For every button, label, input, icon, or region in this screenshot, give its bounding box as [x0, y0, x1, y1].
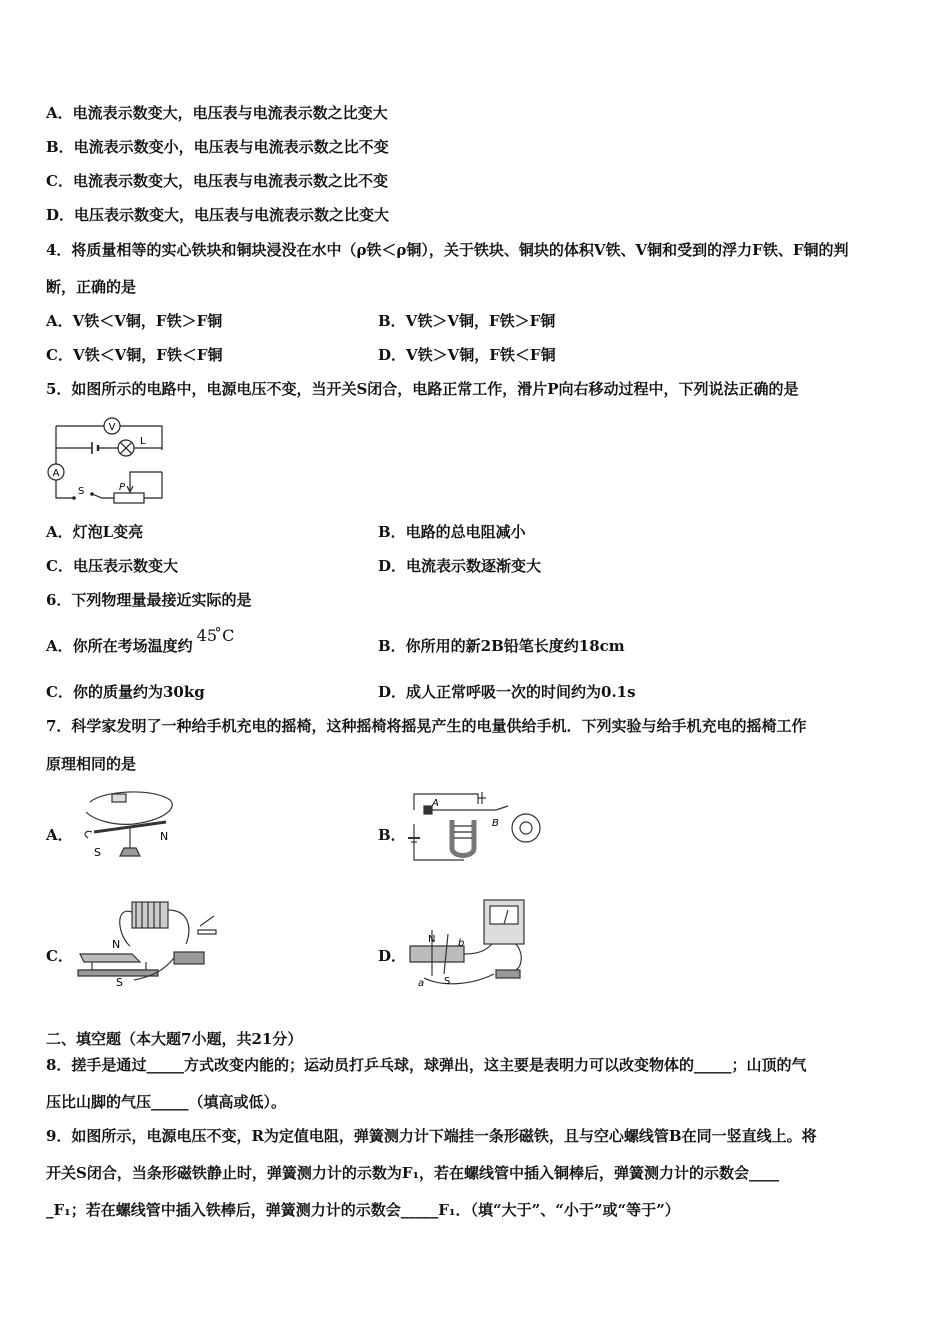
q7-figure-d-generator [404, 894, 534, 990]
q5-lamp-label: L [140, 436, 146, 447]
section-2-heading: 二、填空题（本大题7小题，共21分） [46, 1030, 303, 1048]
q9-line2: 开关S闭合，当条形磁铁静止时，弹簧测力计的示数为F₁，若在螺线管中插入铜棒后，弹簧测力计的示数会____ [46, 1164, 780, 1182]
q4-option-b: B．V铁＞V铜，F铁＞F铜 [378, 312, 556, 330]
q7-c-n-label: N [112, 938, 121, 951]
q4-option-a: A．V铁＜V铜，F铁＞F铜 [46, 312, 223, 330]
q8-line2: 压比山脚的气压_____（填高或低）。 [46, 1093, 287, 1111]
q7-b-b-label: B [492, 818, 499, 829]
q7-stem-line2: 原理相同的是 [46, 755, 137, 773]
q3-option-b: B．电流表示数变小，电压表与电流表示数之比不变 [46, 138, 389, 156]
q3-option-c: C．电流表示数变大，电压表与电流表示数之比不变 [46, 172, 388, 190]
q5-circuit-diagram [44, 412, 174, 504]
q8-line1: 8．搓手是通过_____方式改变内能的；运动员打乒乓球，球弹出，这主要是表明力可以改变物体的_____；山顶的气 [46, 1056, 807, 1074]
q7-a-n-label: N [160, 830, 169, 843]
q6-option-b: B．你所用的新2B铅笔长度约18cm [378, 637, 625, 655]
q5-option-d: D．电流表示数逐渐变大 [378, 557, 542, 575]
q7-option-b-label: B． [378, 826, 406, 844]
q6-stem: 6．下列物理量最接近实际的是 [46, 591, 252, 609]
q5-option-b: B．电路的总电阻减小 [378, 523, 526, 541]
q6-option-a-value: 45 ̊C [196, 626, 235, 645]
q5-option-a: A．灯泡L变亮 [46, 523, 144, 541]
q9-line3: _F₁；若在螺线管中插入铁棒后，弹簧测力计的示数会_____F₁．（填“大于”、“小于”或“等于”） [46, 1201, 680, 1219]
q7-d-b-label: b [458, 938, 465, 949]
q5-option-c: C．电压表示数变大 [46, 557, 178, 575]
q7-figure-a-oersted [74, 786, 184, 866]
q4-stem-line2: 断，正确的是 [46, 278, 137, 296]
q4-option-d: D．V铁＞V铜，F铁＜F铜 [378, 346, 556, 364]
q5-ammeter-label: A [52, 468, 60, 479]
q7-stem-line1: 7．科学家发明了一种给手机充电的摇椅，这种摇椅将摇晃产生的电量供给手机．下列实验与给手机充电的摇椅工作 [46, 717, 807, 735]
q7-option-c-label: C． [46, 947, 73, 965]
q7-d-a-label: a [418, 978, 425, 989]
q7-c-s-label: S [116, 976, 123, 988]
q7-d-n-label: N [428, 934, 436, 945]
q5-stem: 5．如图所示的电路中，电源电压不变，当开关S闭合，电路正常工作，滑片P向右移动过程中，下列说法正确的是 [46, 380, 799, 398]
q7-a-s-label: S [94, 846, 101, 859]
q7-figure-b-electric-bell [402, 786, 542, 868]
q6-option-c: C．你的质量约为30kg [46, 683, 205, 701]
q5-slider-label: P [119, 482, 126, 493]
q7-option-d-label: D． [378, 947, 407, 965]
q5-voltmeter-label: V [108, 422, 116, 433]
q7-b-a-label: A [432, 798, 439, 809]
q5-switch-label: S [78, 486, 85, 497]
q6-option-a-text: A．你所在考场温度约 [46, 637, 193, 655]
q4-stem-line1: 4．将质量相等的实心铁块和铜块浸没在水中（ρ铁＜ρ铜），关于铁块、铜块的体积V铁、V铜和受到的浮力F铁、F铜的判 [46, 241, 849, 259]
q3-option-a: A．电流表示数变大，电压表与电流表示数之比变大 [46, 104, 388, 122]
q7-figure-c-motor [74, 896, 224, 988]
q9-line1: 9．如图所示，电源电压不变，R为定值电阻，弹簧测力计下端挂一条形磁铁，且与空心螺线管B在同一竖直线上。将 [46, 1127, 817, 1145]
q4-option-c: C．V铁＜V铜，F铁＜F铜 [46, 346, 223, 364]
q6-option-d: D．成人正常呼吸一次的时间约为0.1s [378, 683, 636, 701]
q3-option-d: D．电压表示数变大，电压表与电流表示数之比变大 [46, 206, 390, 224]
q7-d-s-label: S [444, 976, 451, 987]
q7-option-a-label: A． [46, 826, 73, 844]
q6-option-a [46, 626, 235, 656]
